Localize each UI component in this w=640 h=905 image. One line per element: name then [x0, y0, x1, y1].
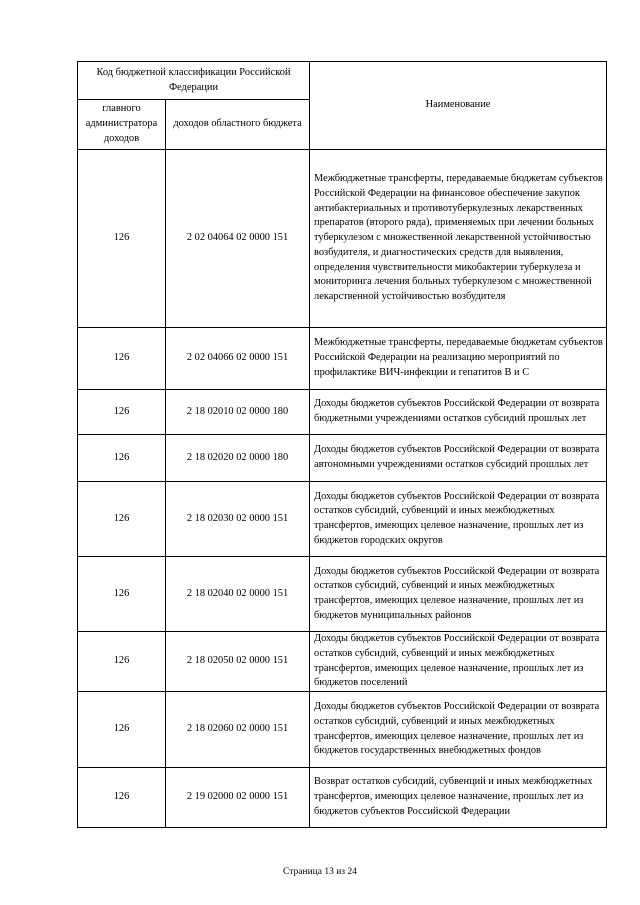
budget-classification-table — [77, 61, 607, 828]
admin-code: 126 — [78, 390, 166, 435]
table-row — [78, 632, 607, 692]
income-name: Доходы бюджетов субъектов Российской Федерации от возврата остатков субсидий, субвенций и иных межбюджетных трансфертов, имеющих целевое назначение, прошлых лет из бюджетов городских округов — [310, 482, 607, 557]
admin-code: 126 — [78, 632, 166, 692]
header-income: доходов областного бюджета — [166, 100, 310, 150]
income-name: Доходы бюджетов субъектов Российской Федерации от возврата остатков субсидий, субвенций и иных межбюджетных трансфертов, имеющих целевое назначение, прошлых лет из бюджетов государственных внебюджетных фондов — [310, 692, 607, 768]
income-name: Доходы бюджетов субъектов Российской Федерации от возврата остатков субсидий, субвенций и иных межбюджетных трансфертов, имеющих целевое назначение, прошлых лет из бюджетов поселений — [310, 632, 607, 692]
admin-code: 126 — [78, 150, 166, 328]
income-code: 2 18 02040 02 0000 151 — [166, 557, 310, 632]
income-name: Доходы бюджетов субъектов Российской Федерации от возврата бюджетными учреждениями остатков субсидий прошлых лет — [310, 390, 607, 435]
admin-code: 126 — [78, 482, 166, 557]
income-code: 2 18 02050 02 0000 151 — [166, 632, 310, 692]
table-row — [78, 482, 607, 557]
income-code: 2 02 04064 02 0000 151 — [166, 150, 310, 328]
table-row — [78, 435, 607, 482]
income-code: 2 18 02030 02 0000 151 — [166, 482, 310, 557]
income-code: 2 18 02020 02 0000 180 — [166, 435, 310, 482]
table-row — [78, 768, 607, 828]
income-code: 2 18 02010 02 0000 180 — [166, 390, 310, 435]
income-code: 2 19 02000 02 0000 151 — [166, 768, 310, 828]
admin-code: 126 — [78, 692, 166, 768]
admin-code: 126 — [78, 435, 166, 482]
header-name: Наименование — [310, 62, 607, 150]
page-number: Страница 13 из 24 — [283, 867, 357, 877]
income-name: Межбюджетные трансферты, передаваемые бюджетам субъектов Российской Федерации на реализацию мероприятий по профилактике ВИЧ-инфекции и гепатитов В и С — [310, 328, 607, 390]
income-name: Межбюджетные трансферты, передаваемые бюджетам субъектов Российской Федерации на финансовое обеспечение закупок антибактериальных и противотуберкулезных лекарственных препаратов (второго ряда), применяемых при лечении больных туберкулезом с множественной лекарственной устойчивостью возбудителя, и диагностических средств для выявления, определения чувствительности микобактерии туберкулеза и мониторинга лечения больных туберкулезом с множественной лекарственной устойчивостью возбудителя — [310, 150, 607, 328]
admin-code: 126 — [78, 328, 166, 390]
income-name: Возврат остатков субсидий, субвенций и иных межбюджетных трансфертов, имеющих целевое назначение, прошлых лет из бюджетов субъектов Российской Федерации — [310, 768, 607, 828]
admin-code: 126 — [78, 768, 166, 828]
table-row — [78, 328, 607, 390]
header-admin: главного администратора доходов — [78, 100, 166, 150]
income-name: Доходы бюджетов субъектов Российской Федерации от возврата автономными учреждениями остатков субсидий прошлых лет — [310, 435, 607, 482]
header-code-group: Код бюджетной классификации Российской Федерации — [78, 62, 310, 100]
admin-code: 126 — [78, 557, 166, 632]
table-row — [78, 390, 607, 435]
table-row — [78, 150, 607, 328]
table-row — [78, 557, 607, 632]
table-row — [78, 692, 607, 768]
income-code: 2 18 02060 02 0000 151 — [166, 692, 310, 768]
income-code: 2 02 04066 02 0000 151 — [166, 328, 310, 390]
header-row-top — [78, 62, 607, 100]
income-name: Доходы бюджетов субъектов Российской Федерации от возврата остатков субсидий, субвенций и иных межбюджетных трансфертов, имеющих целевое назначение, прошлых лет из бюджетов муниципальных районов — [310, 557, 607, 632]
